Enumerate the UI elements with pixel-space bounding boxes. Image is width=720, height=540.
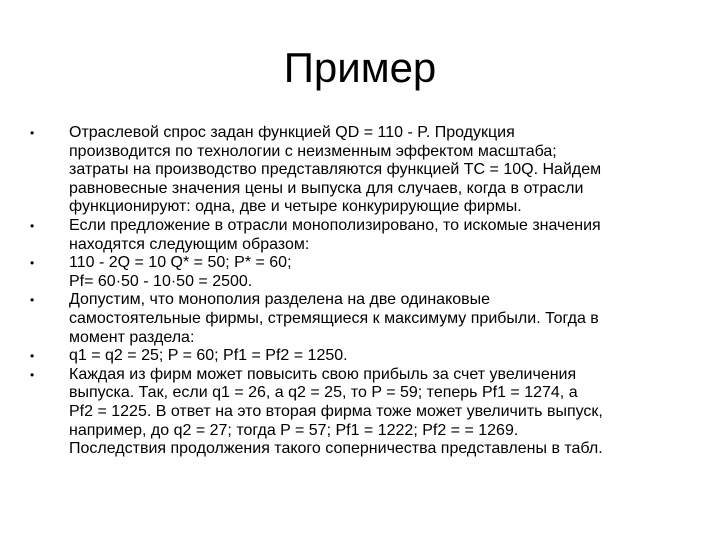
text-line: самостоятельные фирмы, стремящиеся к максимуму прибыли. Тогда в <box>69 309 599 327</box>
text-line: момент раздела: <box>69 328 195 346</box>
bullet-text <box>69 347 692 366</box>
text-line: производится по технологии с неизменным эффектом масштаба; <box>69 142 557 160</box>
text-line: затраты на производство представляются функцией TC = 10Q. Найдем <box>69 161 602 179</box>
text-line: Отраслевой спрос задан функцией QD = 110 - P. Продукция <box>69 124 515 141</box>
bullet-icon: • <box>30 293 35 308</box>
bullet-icon: • <box>30 218 35 233</box>
text-line: 110 - 2Q = 10 Q* = 50; P* = 60; <box>69 254 292 272</box>
bullet-text <box>69 217 692 254</box>
text-line: Pf2 = 1225. В ответ на это вторая фирма тоже может увеличить выпуск, <box>69 402 603 420</box>
text-line: равновесные значения цены и выпуска для случаев, когда в отрасли <box>69 179 584 197</box>
bullet-text <box>69 291 692 347</box>
text-line: функционируют: одна, две и четыре конкурирующие фирмы. <box>69 198 522 216</box>
text-line: находятся следующим образом: <box>69 235 310 253</box>
text-line: Последствия продолжения такого соперничества представлены в табл. <box>69 440 603 458</box>
bullet-text <box>69 254 692 291</box>
bullet-item <box>28 217 692 254</box>
text-line: например, до q2 = 27; тогда P = 57; Pf1 = 1222; Pf2 = = 1269. <box>69 421 519 439</box>
text-line: Каждая из фирм может повысить свою прибыль за счет увеличения <box>69 365 577 383</box>
bullet-item <box>28 124 692 217</box>
bullet-icon: • <box>30 367 35 382</box>
bullet-item <box>28 347 692 366</box>
bullet-icon: • <box>30 126 35 140</box>
bullet-icon: • <box>30 256 35 271</box>
bullet-list <box>28 124 692 459</box>
text-line: Если предложение в отрасли монополизировано, то искомые значения <box>69 216 601 234</box>
bullet-text <box>69 124 692 217</box>
text-line: выпуска. Так, если q1 = 26, а q2 = 25, то P = 59; теперь Pf1 = 1274, а <box>69 384 578 402</box>
slide-title: Пример <box>283 44 437 91</box>
text-line: q1 = q2 = 25; P = 60; Pf1 = Pf2 = 1250. <box>69 347 348 365</box>
bullet-item <box>28 291 692 347</box>
bullet-item <box>28 254 692 291</box>
text-line: Pf= 60·50 - 10·50 = 2500. <box>69 272 253 290</box>
bullet-text <box>69 366 692 459</box>
text-line: Допустим, что монополия разделена на две одинаковые <box>69 291 491 309</box>
bullet-icon: • <box>30 349 35 364</box>
bullet-item <box>28 366 692 459</box>
